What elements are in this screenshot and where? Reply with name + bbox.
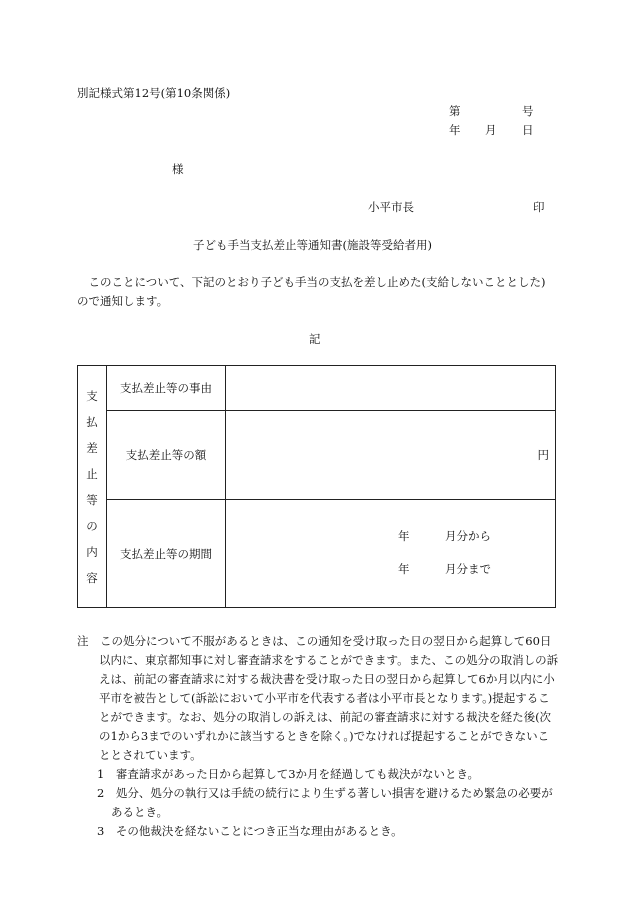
side-label: 支 払 差 止 等 の 内 容 — [78, 366, 107, 608]
issuer-seal: 印 — [533, 200, 545, 214]
amount-label: 支払差止等の額 — [107, 411, 226, 500]
addressee-suffix: 様 — [172, 162, 184, 176]
period-label: 支払差止等の期間 — [107, 500, 226, 608]
period-to-month: 月分まで — [445, 562, 491, 576]
form-number: 別記様式第12号(第10条関係) — [77, 86, 231, 100]
issuer-name: 小平市長 — [368, 200, 414, 214]
date-day: 日 — [522, 123, 534, 137]
period-value — [226, 500, 556, 608]
date-year: 年 — [449, 123, 461, 137]
notes-main: 注 この処分について不服があるときは、この通知を受け取った日の翌日から起算して60日以内に、東京都知事に対し審査請求をすることができます。また、この処分の取消しの訴えは、前記の審査請求に対する裁決書を受け取った日の翌日から起算して6か月以内に小平市を被告として(訴訟において小平市を代表する者は小平市長となります。)提起することができます。なお、処分の取消しの訴えは、前記の審査請求に対する裁決を経た後(次の1から3までのいずれかに該当するときを除く。)でなければ提起することができないこととされています。 — [77, 634, 559, 762]
notes-item-2: 2 処分、処分の執行又は手続の続行により生ずる著しい損害を避けるため緊急の必要があるとき。 — [97, 786, 553, 819]
amount-unit: 円 — [537, 448, 549, 462]
period-to-year: 年 — [398, 562, 410, 576]
details-table — [77, 365, 556, 608]
notes-item-3: 3 その他裁決を経ないことにつき正当な理由があるとき。 — [97, 824, 403, 838]
document-title: 子ども手当支払差止等通知書(施設等受給者用) — [193, 238, 432, 252]
reason-label: 支払差止等の事由 — [107, 366, 226, 411]
doc-number-go: 号 — [522, 104, 534, 118]
date-month: 月 — [485, 123, 497, 137]
reason-value — [226, 366, 556, 411]
ki-heading: 記 — [309, 332, 321, 346]
period-from-year: 年 — [398, 529, 410, 543]
amount-value — [226, 411, 556, 500]
doc-number-dai: 第 — [449, 104, 461, 118]
notes — [77, 632, 559, 841]
period-from-month: 月分から — [445, 529, 491, 543]
body-text: このことについて、下記のとおり子ども手当の支払を差し止めた(支給しないこととした)ので通知します。 — [77, 275, 546, 308]
notes-item-1: 1 審査請求があった日から起算して3か月を経過しても裁決がないとき。 — [97, 767, 480, 781]
